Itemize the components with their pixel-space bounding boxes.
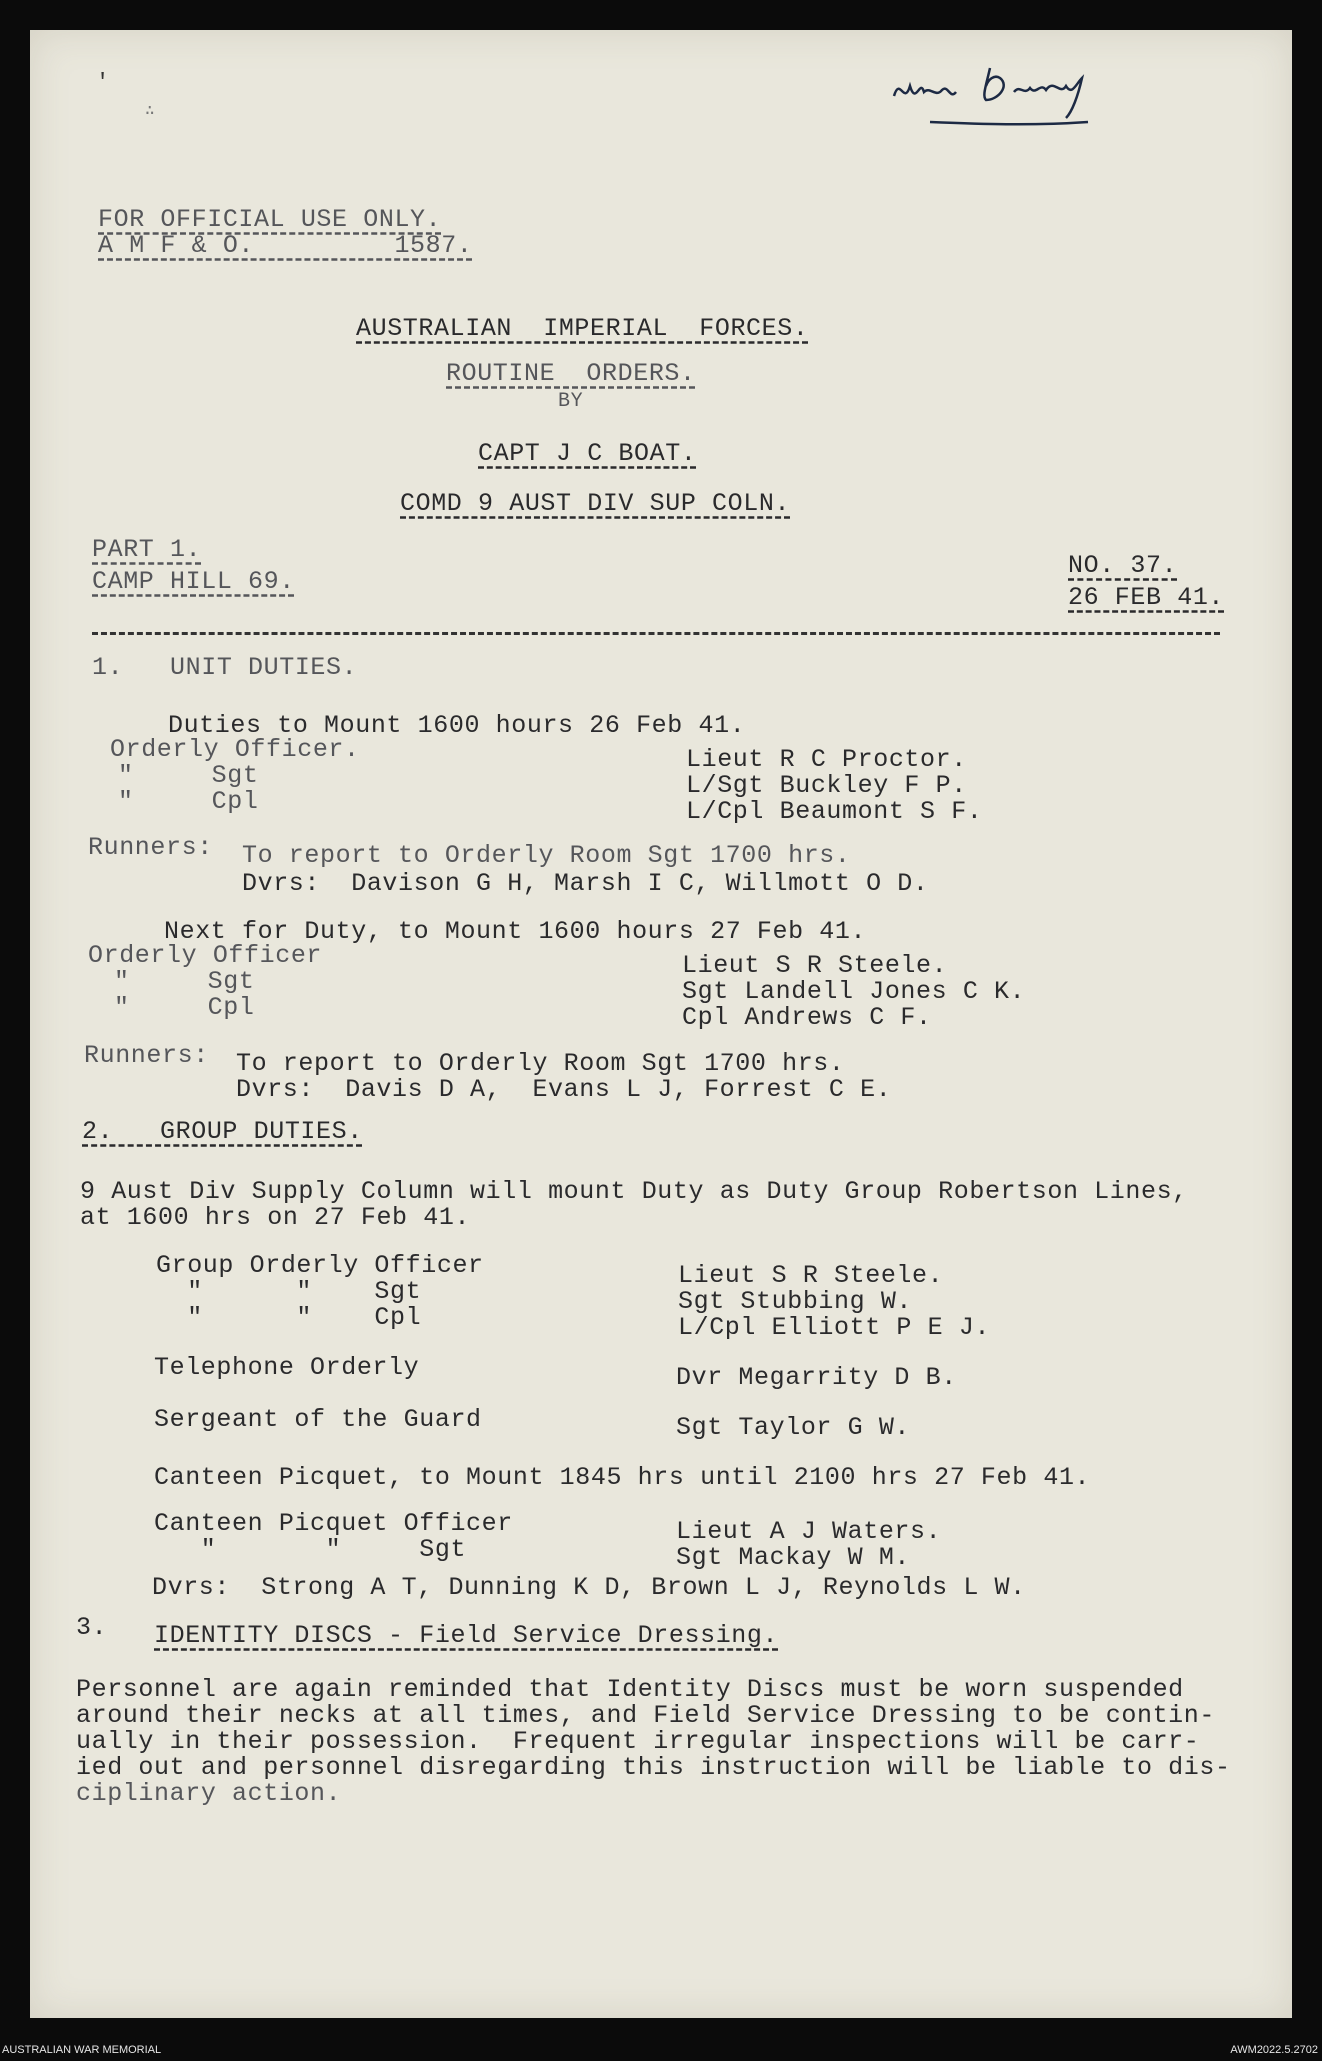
section1-name: L/Sgt Buckley F P. (686, 771, 967, 800)
canteen-drivers: Dvrs: Strong A T, Dunning K D, Brown L J, Reynolds L W. (152, 1573, 1026, 1602)
sergeant-role: Sergeant of the Guard (154, 1405, 482, 1434)
margin-mark: ' (96, 70, 110, 95)
official-use-line: FOR OFFICIAL USE ONLY. (98, 205, 442, 234)
handwritten-war-diary (890, 56, 1120, 136)
section3-line: ciplinary action. (76, 1779, 342, 1808)
canteen-line: Canteen Picquet, to Mount 1845 hrs until 2100 hrs 27 Feb 41. (154, 1463, 1091, 1492)
group-role: " " Sgt (156, 1277, 422, 1306)
order-number: NO. 37. (1068, 551, 1178, 580)
telephone-name: Dvr Megarrity D B. (676, 1363, 957, 1392)
next-role: Orderly Officer (88, 941, 323, 970)
canteen-role: " " Sgt (154, 1535, 467, 1564)
section1-duties-line: Duties to Mount 1600 hours 26 Feb 41. (168, 711, 746, 740)
group-role: " " Cpl (156, 1303, 422, 1332)
camp-label: CAMP HILL 69. (92, 567, 295, 596)
next-name: Lieut S R Steele. (682, 951, 948, 980)
section1-role: " Cpl (118, 787, 259, 816)
footer-accession: AWM2022.5.2702 (1230, 2044, 1318, 2056)
divider-rule (92, 632, 1220, 635)
section2-intro: 9 Aust Div Supply Column will mount Duty as Duty Group Robertson Lines, (80, 1177, 1188, 1206)
section3-heading: IDENTITY DISCS - Field Service Dressing. (154, 1621, 779, 1650)
captain-line: CAPT J C BOAT. (478, 439, 697, 468)
section3-line: ually in their possession. Frequent irregular inspections will be carr- (76, 1727, 1200, 1756)
order-date: 26 FEB 41. (1068, 583, 1225, 612)
section1-role: " Sgt (118, 761, 259, 790)
section1-name: L/Cpl Beaumont S F. (686, 797, 983, 826)
section2-intro: at 1600 hrs on 27 Feb 41. (80, 1203, 471, 1232)
title-routine-orders: ROUTINE ORDERS. (446, 359, 696, 388)
section1-heading: 1. UNIT DUTIES. (92, 653, 358, 682)
title-forces: AUSTRALIAN IMPERIAL FORCES. (356, 314, 809, 343)
telephone-role: Telephone Orderly (154, 1353, 420, 1382)
next-name: Cpl Andrews C F. (682, 1003, 932, 1032)
part-label: PART 1. (92, 535, 202, 564)
section3-number: 3. (76, 1613, 108, 1642)
reference-line: A M F & O. 1587. (98, 231, 473, 260)
runners2-drivers-line: Dvrs: Davis D A, Evans L J, Forrest C E. (236, 1075, 892, 1104)
next-name: Sgt Landell Jones C K. (682, 977, 1026, 1006)
section2-heading: 2. GROUP DUTIES. (82, 1117, 363, 1146)
canteen-name: Lieut A J Waters. (676, 1517, 942, 1546)
section1-role: Orderly Officer. (110, 735, 360, 764)
group-name: Lieut S R Steele. (678, 1261, 944, 1290)
margin-mark: ∴ (145, 102, 155, 120)
runners2-label: Runners: (84, 1041, 209, 1070)
runners-drivers-line: Dvrs: Davison G H, Marsh I C, Willmott O D. (242, 869, 929, 898)
group-name: Sgt Stubbing W. (678, 1287, 913, 1316)
title-by: BY (558, 390, 584, 413)
canteen-role: Canteen Picquet Officer (154, 1509, 513, 1538)
runners-label: Runners: (88, 833, 213, 862)
next-role: " Cpl (114, 993, 255, 1022)
section3-line: ied out and personnel disregarding this instruction will be liable to dis- (76, 1753, 1231, 1782)
next-duty-line: Next for Duty, to Mount 1600 hours 27 Feb 41. (164, 917, 867, 946)
footer-source: AUSTRALIAN WAR MEMORIAL (2, 2044, 162, 2056)
group-name: L/Cpl Elliott P E J. (678, 1313, 991, 1342)
runners-report-line: To report to Orderly Room Sgt 1700 hrs. (242, 841, 851, 870)
group-role: Group Orderly Officer (156, 1251, 484, 1280)
section3-line: Personnel are again reminded that Identity Discs must be worn suspended (76, 1675, 1184, 1704)
command-line: COMD 9 AUST DIV SUP COLN. (400, 489, 791, 518)
section3-line: around their necks at all times, and Field Service Dressing to be contin- (76, 1701, 1215, 1730)
section1-name: Lieut R C Proctor. (686, 745, 967, 774)
sergeant-name: Sgt Taylor G W. (676, 1413, 911, 1442)
canteen-name: Sgt Mackay W M. (676, 1543, 911, 1572)
runners2-report-line: To report to Orderly Room Sgt 1700 hrs. (236, 1049, 845, 1078)
next-role: " Sgt (114, 967, 255, 996)
